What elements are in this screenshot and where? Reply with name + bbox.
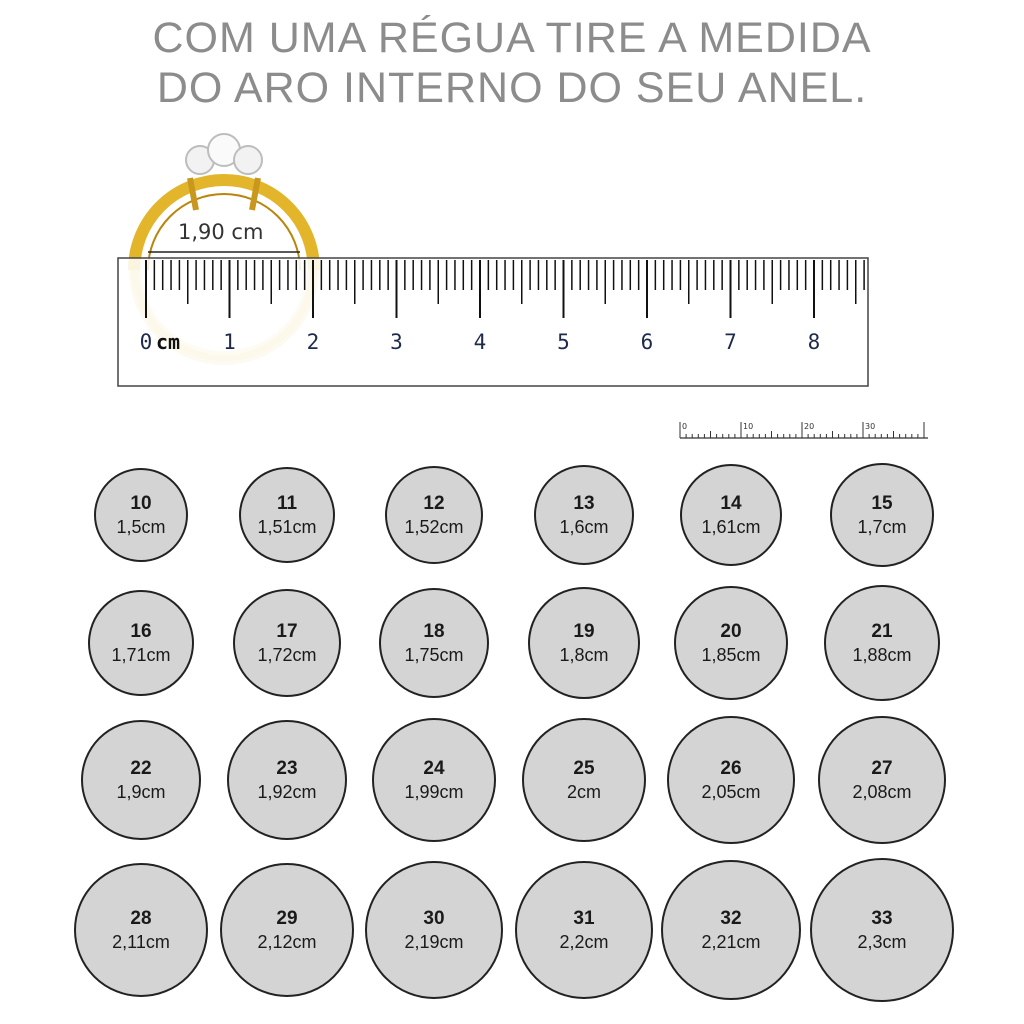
mini-scale-label: 20 <box>804 422 815 431</box>
ring-size-circle <box>810 858 954 1002</box>
ring-diameter: 2,05cm <box>701 782 761 802</box>
ring-diameter: 1,88cm <box>852 645 912 665</box>
ring-size-circle <box>233 589 341 697</box>
ring-size-number: 18 <box>423 621 445 642</box>
ring-size-number: 26 <box>720 758 742 779</box>
ring-size-circle <box>94 468 188 562</box>
ring-size-number: 22 <box>130 758 152 779</box>
ring-diameter: 1,7cm <box>857 517 907 537</box>
mini-scale-label: 10 <box>743 422 754 431</box>
ring-size-number: 31 <box>573 908 595 929</box>
ring-diameter: 1,85cm <box>701 645 761 665</box>
ruler-number: 6 <box>640 330 654 354</box>
ruler-number: 4 <box>473 330 487 354</box>
ring-diameter: 1,71cm <box>111 645 171 665</box>
ring-on-ruler-graphic <box>0 120 1024 410</box>
ring-size-number: 24 <box>423 758 445 779</box>
ring-size-circle <box>227 720 347 840</box>
ring-diameter: 1,72cm <box>257 645 317 665</box>
mini-scale-label: 0 <box>682 422 688 431</box>
ruler-number: 8 <box>807 330 821 354</box>
ring-size-number: 30 <box>423 908 445 929</box>
ring-size-circle <box>220 863 354 997</box>
ring-diameter: 1,75cm <box>404 645 464 665</box>
ring-diameter: 1,61cm <box>701 517 761 537</box>
ring-size-circle <box>379 588 489 698</box>
ring-size-number: 12 <box>423 493 445 514</box>
ring-size-number: 11 <box>276 493 298 514</box>
ruler-number: 0 <box>139 330 153 354</box>
mini-scale-label: 30 <box>865 422 876 431</box>
ruler-number: 3 <box>390 330 403 354</box>
ring-diameter: 2cm <box>566 782 601 802</box>
ring-size-circle <box>372 718 496 842</box>
ring-diameter: 2,11cm <box>112 932 170 952</box>
ring-size-circle <box>239 467 335 563</box>
ruler-unit-label: cm <box>156 330 181 354</box>
ring-size-circle <box>534 465 634 565</box>
ring-size-circle <box>522 718 646 842</box>
ring-measure-label: 1,90 cm <box>178 220 264 244</box>
ring-diameter: 2,08cm <box>852 782 912 802</box>
ring-size-number: 32 <box>720 908 742 929</box>
ring-size-number: 14 <box>720 493 742 514</box>
ring-size-number: 15 <box>871 493 893 514</box>
ring-size-circle <box>385 466 483 564</box>
ring-size-number: 21 <box>871 621 893 642</box>
ruler-number: 2 <box>306 330 320 354</box>
ring-diameter: 1,51cm <box>257 517 317 537</box>
ruler-number: 5 <box>557 330 570 354</box>
ring-size-number: 28 <box>130 908 152 929</box>
ring-diameter: 2,12cm <box>257 932 317 952</box>
mini-scale-ticks <box>680 422 928 438</box>
ring-size-circle <box>661 860 801 1000</box>
ruler-number: 7 <box>724 330 737 354</box>
ring-size-number: 25 <box>573 758 595 779</box>
ring-diameter: 1,8cm <box>559 645 609 665</box>
ring-size-number: 13 <box>573 493 595 514</box>
ring-size-circle <box>680 464 782 566</box>
ring-diameter: 1,52cm <box>404 517 464 537</box>
ring-diameter: 1,92cm <box>257 782 317 802</box>
ring-size-circle <box>74 863 208 997</box>
ring-size-circle <box>674 586 788 700</box>
ring-size-circle <box>667 716 795 844</box>
ring-size-circle <box>830 463 934 567</box>
ring-size-number: 17 <box>276 621 298 642</box>
mini-scale-graphic <box>676 416 932 446</box>
ring-diameter: 2,3cm <box>857 932 907 952</box>
title-line-1: COM UMA RÉGUA TIRE A MEDIDA <box>152 14 872 62</box>
ring-diameter: 2,19cm <box>404 932 464 952</box>
ring-size-number: 19 <box>573 621 595 642</box>
ring-size-circle <box>515 861 653 999</box>
ring-diameter: 2,2cm <box>559 932 609 952</box>
ring-size-circle <box>818 716 946 844</box>
ring-size-circle <box>528 587 640 699</box>
ring-size-number: 33 <box>871 908 893 929</box>
ring-size-number: 20 <box>720 621 742 642</box>
ring-size-circle <box>824 585 940 701</box>
ring-diameter: 1,9cm <box>116 782 166 802</box>
ring-size-number: 10 <box>130 493 152 514</box>
ring-diameter: 2,21cm <box>701 932 761 952</box>
ruler-number: 1 <box>223 330 236 354</box>
ring-size-number: 16 <box>130 621 152 642</box>
ring-diameter: 1,6cm <box>559 517 609 537</box>
ring-size-number: 29 <box>276 908 298 929</box>
ring-size-circle <box>81 720 201 840</box>
ruler-illustration <box>0 120 1024 410</box>
ring-size-circle <box>88 590 194 696</box>
title-line-2: DO ARO INTERNO DO SEU ANEL. <box>156 64 868 112</box>
ring-diameter: 1,5cm <box>116 517 166 537</box>
ring-size-number: 27 <box>871 758 893 779</box>
ring-diameter: 1,99cm <box>404 782 464 802</box>
ring-size-number: 23 <box>276 758 298 779</box>
ring-size-circle <box>365 861 503 999</box>
